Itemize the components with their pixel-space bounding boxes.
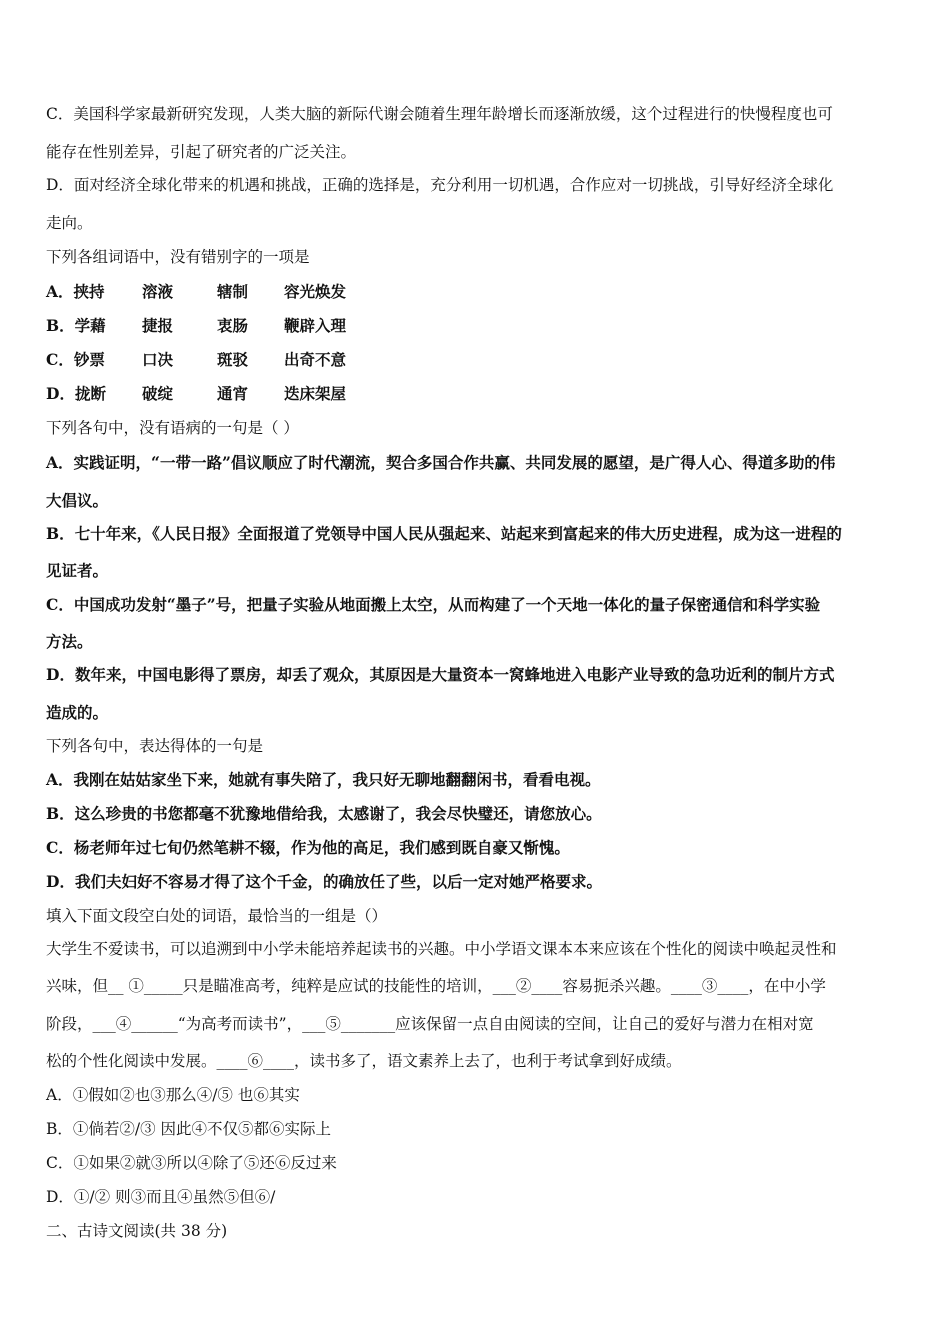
- fill-option-b: B．①倘若②/③ 因此④不仅⑤都⑥实际上: [46, 1120, 332, 1138]
- fill-option-a: A．①假如②也③那么④/⑤ 也⑥其实: [46, 1086, 300, 1104]
- decorum-option-d: D．我们夫妇好不容易才得了这个千金，的确放任了些，以后一定对她严格要求。: [46, 872, 602, 891]
- grammar-option-d-line1: D．数年来，中国电影得了票房，却丢了观众，其原因是大量资本一窝蜂地进入电影产业导致的急功近利的制片方式: [46, 665, 835, 684]
- grammar-option-c-line2: 方法。: [46, 632, 93, 651]
- question-decorum-stem: 下列各句中，表达得体的一句是: [46, 737, 264, 755]
- document-page: C．美国科学家最新研究发现，人类大脑的新际代谢会随着生理年龄增长而逐渐放缓，这个过程进行的快慢程度也可 能存在性别差异，引起了研究者的广泛关注。 D．面对经济全球化带来的机遇和挑战，正确的选择是，充分利用一切机遇，合作应对一切挑战，引导好经济全球化 走向。 下列各组词语中，没有错别字的一项是 A．挟持 溶液 辖制 容光焕发 B．学藉 捷报 衷肠 鞭辟入理 C．钞票 口决 斑驳 出奇不意 D．拢断 破绽 通宵 迭床架屋 下列各句中，没有语病的一句是（ ） A．实践证明，“一带一路”倡议顺应了时代潮流，契合多国合作共赢、共同发展的愿望，是广得人心、得道多助的伟 大倡议。 B．七十年来，《人民日报》全面报道了党领导中国人民从强起来、站起来到富起来的伟大历史进程，成为这一进程的 见证者。 C．中国成功发射“墨子”号，把量子实验从地面搬上太空，从而构建了一个天地一体化的量子保密通信和科学实验 方法。 D．数年来，中国电影得了票房，却丢了观众，其原因是大量资本一窝蜂地进入电影产业导致的急功近利的制片方式 造成的。 下列各句中，表达得体的一句是 A．我刚在姑姑家坐下来，她就有事失陪了，我只好无聊地翻翻闲书，看看电视。 B．这么珍贵的书您都毫不犹豫地借给我，太感谢了，我会尽快璧还，请您放心。 C．杨老师年过七旬仍然笔耕不辍，作为他的高足，我们感到既自豪又惭愧。 D．我们夫妇好不容易才得了这个千金，的确放任了些，以后一定对她严格要求。 填入下面文段空白处的词语，最恰当的一组是（） 大学生不爱读书，可以追溯到中小学未能培养起读书的兴趣。中小学语文课本本来应该在个性化的阅读中唤起灵性和 兴味，但__ ①_____只是瞄准高考，纯粹是应试的技能性的培训，___②____容易扼杀兴趣。____③____，在中小学 阶段，___④______“为高考而读书”，___⑤_______应该保留一点自由阅读的空间，让自己的爱好与潜力在相对宽 松的个性化阅读中发展。____⑥____，读书多了，语文素养上去了，也利于考试拿到好成绩。 A．①假如②也③那么④/⑤ 也⑥其实 B．①倘若②/③ 因此④不仅⑤都⑥实际上 C．①如果②就③所以④除了⑤还⑥反过来 D．①/② 则③而且④虽然⑤但⑥/ 二、古诗文阅读(共 38 分): [0, 0, 950, 1344]
- grammar-option-a-line1: A．实践证明，“一带一路”倡议顺应了时代潮流，契合多国合作共赢、共同发展的愿望，是广得人心、得道多助的伟: [46, 453, 836, 472]
- decorum-option-b: B．这么珍贵的书您都毫不犹豫地借给我，太感谢了，我会尽快璧还，请您放心。: [46, 804, 602, 823]
- decorum-option-c: C．杨老师年过七旬仍然笔耕不辍，作为他的高足，我们感到既自豪又惭愧。: [46, 838, 570, 857]
- grammar-option-a-line2: 大倡议。: [46, 491, 109, 510]
- fill-passage-line4: 松的个性化阅读中发展。____⑥____，读书多了，语文素养上去了，也利于考试拿到好成绩。: [46, 1052, 682, 1070]
- fill-option-d: D．①/② 则③而且④虽然⑤但⑥/: [46, 1188, 276, 1206]
- grammar-option-c-line1: C．中国成功发射“墨子”号，把量子实验从地面搬上太空，从而构建了一个天地一体化的量子保密通信和科学实验: [46, 595, 821, 614]
- question-grammar-stem: 下列各句中，没有语病的一句是（ ）: [46, 419, 299, 437]
- prev-option-c-line1: C．美国科学家最新研究发现，人类大脑的新际代谢会随着生理年龄增长而逐渐放缓，这个过程进行的快慢程度也可: [46, 105, 833, 123]
- prev-option-d-line1: D．面对经济全球化带来的机遇和挑战，正确的选择是，充分利用一切机遇，合作应对一切挑战，引导好经济全球化: [46, 176, 834, 194]
- question-fill-stem: 填入下面文段空白处的词语，最恰当的一组是（）: [46, 907, 388, 925]
- grammar-option-b-line2: 见证者。: [46, 561, 109, 580]
- grammar-option-d-line2: 造成的。: [46, 703, 109, 722]
- prev-option-c-line2: 能存在性别差异，引起了研究者的广泛关注。: [46, 143, 357, 161]
- fill-passage-line2: 兴味，但__ ①_____只是瞄准高考，纯粹是应试的技能性的培训，___②____容易扼杀兴趣。____③____，在中小学: [46, 977, 826, 995]
- fill-passage-line1: 大学生不爱读书，可以追溯到中小学未能培养起读书的兴趣。中小学语文课本本来应该在个性化的阅读中唤起灵性和: [46, 940, 837, 958]
- section-heading: 二、古诗文阅读(共 38 分): [46, 1222, 228, 1240]
- fill-passage-line3: 阶段，___④______“为高考而读书”，___⑤_______应该保留一点自由阅读的空间，让自己的爱好与潜力在相对宽: [46, 1015, 814, 1033]
- grammar-option-b-line1: B．七十年来，《人民日报》全面报道了党领导中国人民从强起来、站起来到富起来的伟大历史进程，成为这一进程的: [46, 524, 842, 543]
- decorum-option-a: A．我刚在姑姑家坐下来，她就有事失陪了，我只好无聊地翻翻闲书，看看电视。: [46, 770, 601, 789]
- question-typo-stem: 下列各组词语中，没有错别字的一项是: [46, 248, 310, 266]
- prev-option-d-line2: 走向。: [46, 214, 93, 232]
- fill-option-c: C．①如果②就③所以④除了⑤还⑥反过来: [46, 1154, 337, 1172]
